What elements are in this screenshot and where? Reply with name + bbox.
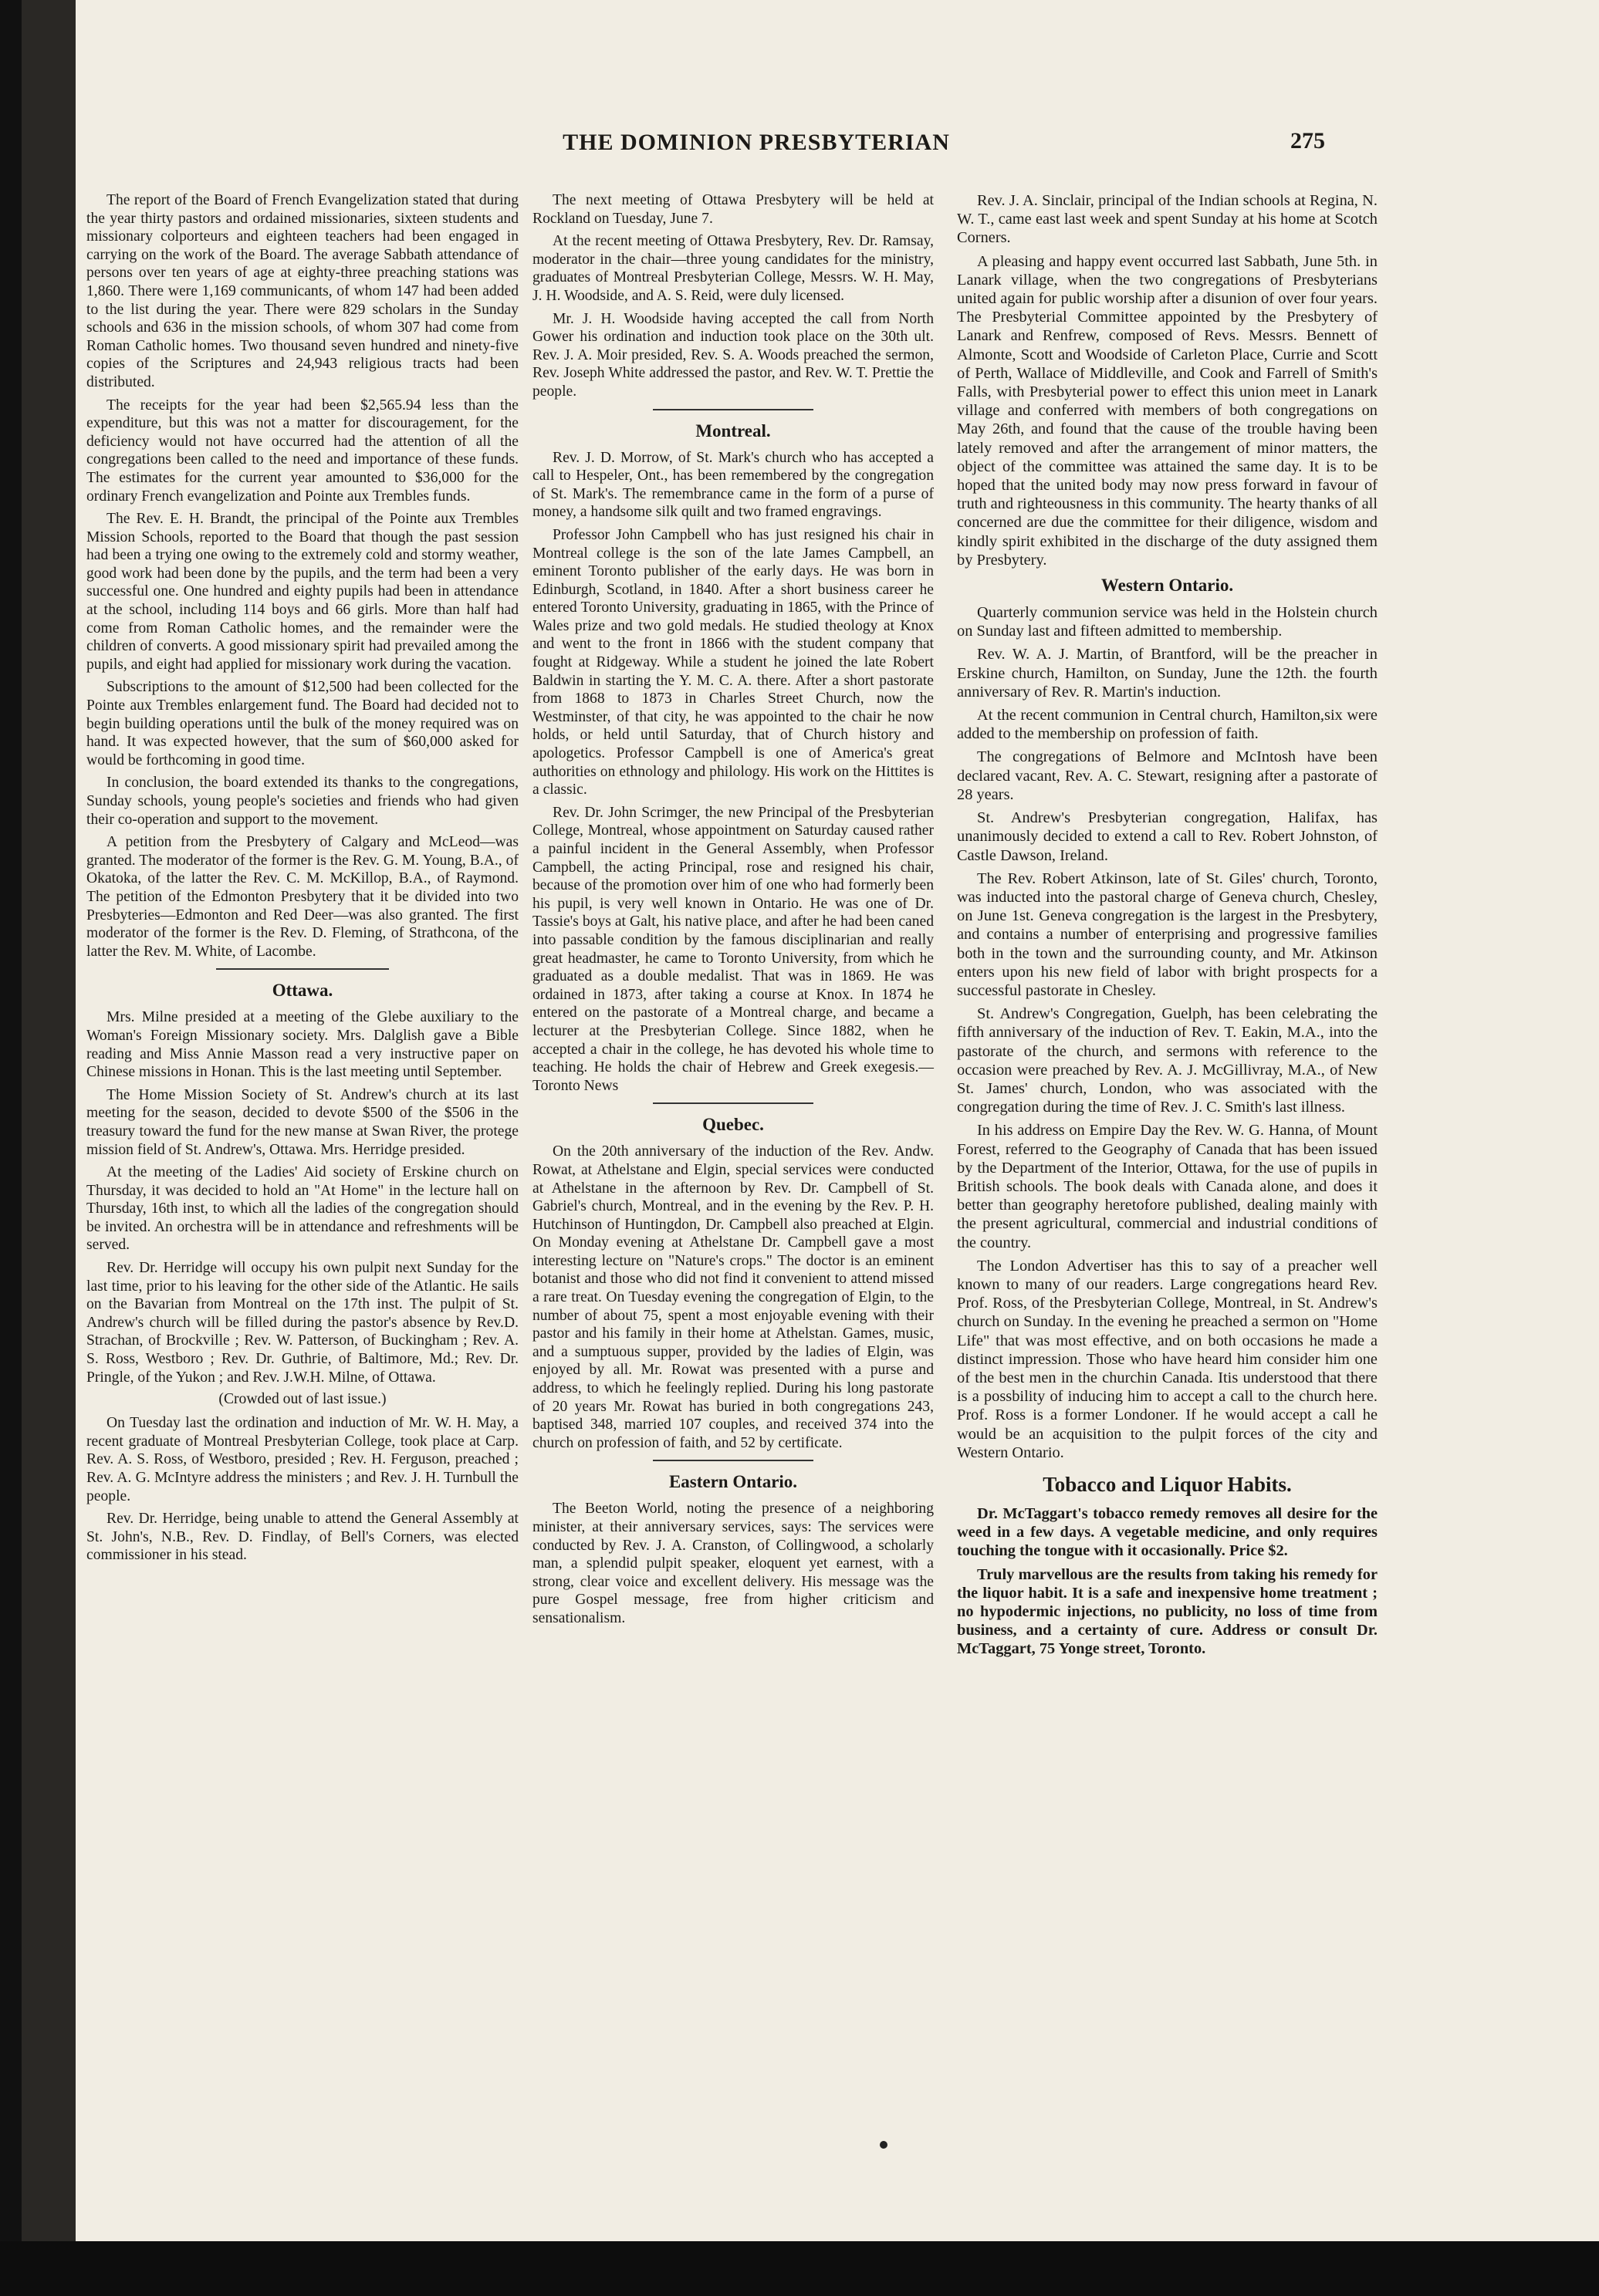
- article-paragraph: On Tuesday last the ordination and induction of Mr. W. H. May, a recent graduate of Montreal Presbyterian College, took place at Carp. Rev. A. S. Ross, of Westboro, presided ; Rev. H. Ferguson, preached ; Rev. A. G. McIntyre address the ministers ; and Rev. J. H. Turnbull the people.: [86, 1415, 519, 1504]
- article-paragraph: Rev. J. A. Sinclair, principal of the Indian schools at Regina, N. W. T., came east last week and spent Sunday at his home at Scotch Corners.: [957, 192, 1378, 247]
- section-rule: [653, 1460, 813, 1461]
- article-paragraph: In conclusion, the board extended its thanks to the congregations, Sunday schools, young people's societies and friends who had given their co-operation and support to the movement.: [86, 775, 519, 828]
- article-paragraph: Mrs. Milne presided at a meeting of the Glebe auxiliary to the Woman's Foreign Missionary society. Mrs. Dalglish gave a Bible reading and Miss Annie Masson read a very instructive paper on Chinese missions in Honan. This is the last meeting until September.: [86, 1009, 519, 1081]
- article-paragraph: The Rev. Robert Atkinson, late of St. Giles' church, Toronto, was inducted into the pastoral charge of Geneva church, Chesley, on June 1st. Geneva congregation is the largest in the Presbytery, and contains a number of enterprising and progressive families both in the town and the surrounding county, and Mr. Atkinson enters upon his new field of labor with bright prospects for a successful pastorate in Chesley.: [957, 869, 1378, 999]
- advertisement-heading: Tobacco and Liquor Habits.: [1043, 1473, 1292, 1496]
- section-heading-quebec: Quebec.: [702, 1115, 764, 1135]
- section-rule: [216, 968, 389, 970]
- article-paragraph: The next meeting of Ottawa Presbytery will be held at Rockland on Tuesday, June 7.: [532, 192, 934, 227]
- article-paragraph: Rev. Dr. Herridge, being unable to attend the General Assembly at St. John's, N.B., Rev. D. Findlay, of Bell's Corners, was elected commissioner in his stead.: [86, 1511, 519, 1564]
- article-paragraph: Mr. J. H. Woodside having accepted the call from North Gower his ordination and induction took place on the 30th ult. Rev. J. A. Moir presided, Rev. S. A. Woods preached the sermon, Rev. Joseph White addressed the pastor, and Rev. W. T. Prettie the people.: [532, 310, 934, 400]
- article-paragraph: The receipts for the year had been $2,565.94 less than the expenditure, but this was not a matter for discouragement, for the deficiency would not have occurred had the attention of all the congregations been called to the need and importance of these funds. The estimates for the current year amounted to $36,000 for the ordinary French evangelization and Pointe aux Trembles funds.: [86, 397, 519, 505]
- article-paragraph: Rev. J. D. Morrow, of St. Mark's church who has accepted a call to Hespeler, Ont., has been remembered by the congregation of St. Mark's. The remembrance came in the form of a purse of money, a handsome silk quilt and two framed engravings.: [532, 449, 934, 521]
- column-2: [532, 191, 934, 1633]
- section-rule: [653, 1102, 813, 1104]
- article-paragraph: Rev. Dr. Herridge will occupy his own pulpit next Sunday for the last time, prior to his leaving for the other side of the Atlantic. He sails on the Bavarian from Montreal on the 17th inst. The pulpit of St. Andrew's church will be filled during the pastor's absence by Rev.D. Strachan, of Brockville ; Rev. W. Patterson, of Buckingham ; Rev. A. S. Ross, Westboro ; Rev. Dr. Guthrie, of Baltimore, Md.; Rev. Dr. Pringle, of the Yukon ; and Rev. J.W.H. Milne, of Ottawa.: [86, 1260, 519, 1386]
- ink-dot: [880, 2141, 887, 2149]
- article-paragraph: A petition from the Presbytery of Calgary and McLeod—was granted. The moderator of the former is the Rev. G. M. Young, B.A., of Okatoka, of the latter the Rev. C. M. McKillop, B.A., of Raymond. The petition of the Edmonton Presbytery that it be divided into two Presbyteries—Edmonton and Red Deer—was also granted. The first moderator of the former is the Rev. D. Fleming, of Strathcona, of the latter the Rev. M. White, of Lacombe.: [86, 834, 519, 960]
- article-paragraph: Rev. W. A. J. Martin, of Brantford, will be the preacher in Erskine church, Hamilton, on Sunday, June the 12th. the fourth anniversary of Rev. R. Martin's induction.: [957, 646, 1378, 701]
- article-paragraph: St. Andrew's Congregation, Guelph, has been celebrating the fifth anniversary of the induction of Rev. T. Eakin, M.A., into the pastorate of the church, and sermons with reference to the occasion were preached by Rev. A. J. McGillivray, M.A., of New St. James' church, London, who was associated with the congregation during the time of Rev. J. C. Smith's last illness.: [957, 1005, 1378, 1116]
- advertisement-paragraph: Dr. McTaggart's tobacco remedy removes all desire for the weed in a few days. A vegetable medicine, and only requires touching the tongue with it occasionally. Price $2.: [957, 1505, 1378, 1560]
- binding-gutter: [22, 0, 76, 2296]
- crowded-out-note: (Crowded out of last issue.): [218, 1391, 387, 1408]
- page-header-title: THE DOMINION PRESBYTERIAN: [563, 130, 950, 155]
- section-heading-eastern-ontario: Eastern Ontario.: [668, 1472, 798, 1492]
- article-paragraph: Rev. Dr. John Scrimger, the new Principal of the Presbyterian College, Montreal, whose appointment on Saturday caused rather a painful incident in the General Assembly, when Professor Campbell, the acting Principal, rose and resigned his chair, because of the promotion over him of one who had formerly been his pupil, is very well known in Ontario. He was one of Dr. Tassie's boys at Galt, his native place, and after he had been caned into passable condition by the famous disciplinarian and really great headmaster, he came to Toronto University, from which he graduated as a double medalist. That was in 1869. He was ordained in 1873, after taking a course at Knox. In 1874 he entered on the pastorate of a Montreal charge, and became a lecturer at the Presbyterian College. Since 1882, when he accepted a chair in the college, he has devoted his whole time to teaching. He holds the chair of Hebrew and Greek exegesis.—Toronto News: [532, 804, 934, 1094]
- article-paragraph: The London Advertiser has this to say of a preacher well known to many of our readers. Large congregations heard Rev. Prof. Ross, of the Presbyterian College, Montreal, in St. Andrew's church on Sunday. In the evening he preached a sermon on "Home Life" that was most effective, and on both occasions he made a distinct impression. Those who have heard him consider him one of the best men in the churchin Canada. Itis understood that there is a possbility of inducing him to accept a call to the church here. Prof. Ross is a former Londoner. If he would accept a call he would be an acquisition to the pulpit forces of the city and Western Ontario.: [957, 1257, 1378, 1461]
- article-paragraph: The report of the Board of French Evangelization stated that during the year thirty pastors and ordained missionaries, sixteen students and missionary colporteurs and eighteen teachers had been engaged in carrying on the work of the Board. The average Sabbath attendance of persons over ten years of age at eighty-three preaching stations was 1,860. There were 1,169 communicants, of whom 147 had been added to the list during the year. There were 829 scholars in the Sunday schools and 636 in the mission schools, of whom 307 had come from Roman Catholic homes. Two thousand seven hundred and ninety-five copies of the Scriptures and 24,943 religious tracts had been distributed.: [86, 192, 519, 390]
- page-number: 275: [1290, 128, 1325, 154]
- article-paragraph: A pleasing and happy event occurred last Sabbath, June 5th. in Lanark village, when the two congregations of Presbyterians united again for public worship after a disunion of over four years. The Presbyterial Committee appointed by the Presbytery of Lanark and Renfrew, composed of Revs. Messrs. Bennett of Almonte, Scott and Woodside of Carleton Place, Currie and Scott of Perth, Wallace of Middleville, and Cook and Farrell of Smith's Falls, with Presbyterial power to effect this union meet in Lanark village and conferred with members of both congregations on May 26th, and found that the cause of the trouble having been lately removed and after the arrangement of minor matters, the object of the committee was attained the same day. It is to be hoped that the united body may now press forward in favour of truth and righteousness in this community. The hearty thanks of all concerned are due the committee for their diligence, wisdom and kindly spirit exhibited in the discharge of the duty assigned them by Presbytery.: [957, 252, 1378, 569]
- advertisement-paragraph: Truly marvellous are the results from taking his remedy for the liquor habit. It is a safe and inexpensive home treatment ; no hypodermic injections, no publicity, no loss of time from business, and a certainty of cure. Address or consult Dr. McTaggart, 75 Yonge street, Toronto.: [957, 1565, 1378, 1658]
- article-paragraph: Professor John Campbell who has just resigned his chair in Montreal college is the son of the late James Campbell, an eminent Toronto publisher of the early days. He was born in Edinburgh, Scotland, in 1840. After a short business career he entered Toronto University, graduating in 1865, with the Prince of Wales prize and two gold medals. He studied theology at Knox and went to the front in 1866 with the student company that fought at Ridgeway. While a student he joined the late Robert Baldwin in starting the Y. M. C. A. there. After a short pastorate from 1868 to 1873 in Charles Street Church, now the Westminster, of that city, he was appointed to the chair he now holds, or held until Saturday, that of Church history and apologetics. Professor Campbell is one of America's great authorities on ethnology and philology. His work on the Hittites is a classic.: [532, 526, 934, 799]
- section-rule: [653, 409, 813, 410]
- article-paragraph: The Home Mission Society of St. Andrew's church at its last meeting for the season, decided to devote $500 of the $506 in the treasury toward the fund for the new manse at Swan River, the protege mission field of St. Andrew's, Ottawa. Mrs. Herridge presided.: [86, 1086, 519, 1158]
- article-paragraph: Quarterly communion service was held in the Holstein church on Sunday last and fifteen admitted to membership.: [957, 604, 1378, 640]
- article-paragraph: At the recent meeting of Ottawa Presbytery, Rev. Dr. Ramsay, moderator in the chair—three young candidates for the ministry, graduates of Montreal Presbyterian College, Messrs. W. H. May, J. H. Woodside, and A. S. Reid, were duly licensed.: [532, 233, 934, 304]
- section-heading-montreal: Montreal.: [695, 420, 771, 441]
- column-3: [957, 191, 1378, 1663]
- column-1: [86, 191, 519, 1569]
- article-paragraph: The Rev. E. H. Brandt, the principal of the Pointe aux Trembles Mission Schools, reported to the Board that though the past session had been a trying one owing to the extremely cold and stormy weather, good work had been done by the pupils, and the term had been a very successful one. One hundred and eighty pupils had been in attendance at the school, including 114 boys and 66 girls. More than half had come from Roman Catholic homes, and the remainder were the children of converts. A good missionary spirit had prevailed among the pupils, and eight had applied for missionary work during the vacation.: [86, 511, 519, 673]
- article-paragraph: On the 20th anniversary of the induction of the Rev. Andw. Rowat, at Athelstane and Elgin, special services were conducted at Athelstane in the afternoon by Rev. Dr. Campbell of St. Gabriel's church, Montreal, and in the evening by the Rev. P. H. Hutchinson of Huntingdon, Dr. Campbell also preached at Elgin. On Monday evening at Athelstane Dr. Campbell gave a most interesting lecture on "Nature's crops." The doctor is an eminent botanist and those who did not find it convenient to attend missed a rare treat. On Tuesday evening the congregation of Elgin, to the number of about 75, spent a most enjoyable evening with their pastor and his family in their home at Athelstan. Games, music, and a sumptuous supper, provided by the ladies of Elgin, was enjoyed by all. Mr. Rowat was presented with a purse and address, to which he feelingly replied. During his long pastorate of 20 years Mr. Rowat has buried in both congregations 243, baptised 348, married 107 couples, and received 374 into the church on profession of faith, and 52 by certificate.: [532, 1143, 934, 1451]
- article-paragraph: Subscriptions to the amount of $12,500 had been collected for the Pointe aux Trembles enlargement fund. The Board had decided not to begin building operations until the bulk of the money required was on hand. It was expected however, that the sum of $60,000 asked for would be forthcoming in good time.: [86, 679, 519, 768]
- article-paragraph: At the meeting of the Ladies' Aid society of Erskine church on Thursday, it was decided to hold an "At Home" in the lecture hall on Thursday, 16th inst, to which all the ladies of the congregation should be invited. An orchestra will be in attendance and refreshments will be served.: [86, 1164, 519, 1254]
- article-paragraph: At the recent communion in Central church, Hamilton,six were added to the membership on profession of faith.: [957, 707, 1378, 743]
- article-paragraph: In his address on Empire Day the Rev. W. G. Hanna, of Mount Forest, referred to the Geography of Canada that has been issued by the Department of the Interior, Ottawa, for the use of pupils in British schools. The book deals with Canada alone, and does it better than geography heretofore published, dealing mainly with the present agricultural, commercial and industrial conditions of the country.: [957, 1122, 1378, 1251]
- article-paragraph: The Beeton World, noting the presence of a neighboring minister, at their anniversary services, says: The services were conducted by Rev. J. A. Cranston, of Collingwood, a scholarly man, a splendid pulpit speaker, eloquent yet earnest, with a strong, clear voice and excellent delivery. His message was the pure Gospel message, free from higher criticism and sensationalism.: [532, 1501, 934, 1626]
- article-paragraph: The congregations of Belmore and McIntosh have been declared vacant, Rev. A. C. Stewart, resigning after a pastorate of 28 years.: [957, 748, 1378, 803]
- section-heading-ottawa: Ottawa.: [272, 981, 333, 1001]
- section-heading-western-ontario: Western Ontario.: [1100, 576, 1234, 596]
- scan-bottom-edge: [0, 2241, 1599, 2296]
- article-paragraph: St. Andrew's Presbyterian congregation, Halifax, has unanimously decided to extend a call to Rev. Robert Johnston, of Castle Dawson, Ireland.: [957, 809, 1378, 864]
